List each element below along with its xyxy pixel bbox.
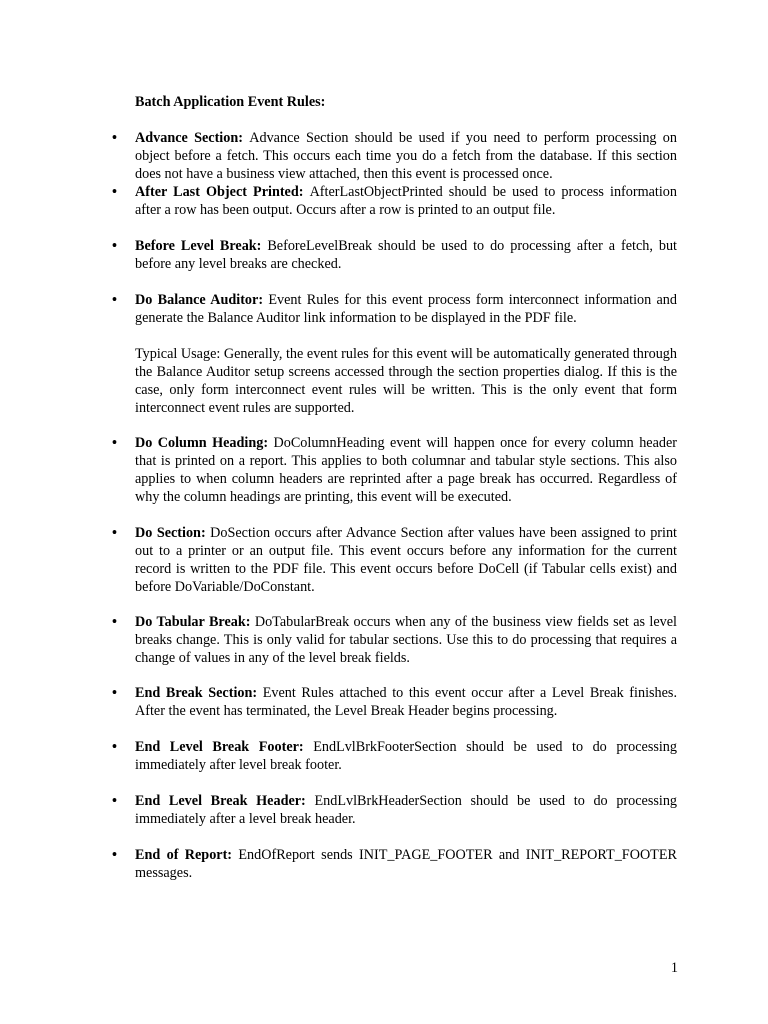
list-item-end-level-break-footer [112, 738, 677, 774]
event-description: Event Rules attached to this event occur after a Level Break finishes. After the event has terminated, the Level Break Header begins processing. [135, 685, 677, 719]
typical-usage-paragraph: Typical Usage: Generally, the event rules for this event will be automatically generated through the Balance Auditor setup screens accessed through the section properties dialog. If this is the case, only form interconnect event rules will be written. This is the only event that form interconnect event rules are supported. [135, 346, 677, 416]
event-description: Event Rules for this event process form interconnect information and generate the Balance Auditor link information to be displayed in the PDF file. [135, 292, 677, 326]
bullet-icon: • [112, 614, 117, 630]
bullet-icon: • [112, 435, 117, 451]
event-term: After Last Object Printed: [135, 184, 310, 200]
bullet-icon: • [112, 847, 117, 863]
event-description: DoTabularBreak occurs when any of the business view fields set as level breaks change. This is only valid for tabular sections. Use this to do processing that requires a change of values in any of the level break fields. [135, 614, 677, 666]
list-item-end-level-break-header [112, 792, 678, 828]
list-item-end-of-report [112, 846, 677, 882]
list-item-do-balance-auditor [112, 291, 677, 327]
document-heading: Batch Application Event Rules: [135, 94, 326, 110]
event-term: Before Level Break: [135, 238, 268, 254]
list-item-advance-section [112, 129, 677, 183]
list-item-do-section [112, 524, 677, 596]
event-description: EndOfReport sends INIT_PAGE_FOOTER and INIT_REPORT_FOOTER messages. [135, 847, 677, 881]
event-description: DoSection occurs after Advance Section after values have been assigned to print out to a printer or an output file. This event occurs before any information for the current record is written to the PDF file. This event occurs before DoCell (if Tabular cells exist) and before DoVariable/DoConstant. [135, 525, 677, 595]
event-term: End of Report: [135, 847, 239, 863]
bullet-icon: • [112, 793, 117, 809]
bullet-icon: • [112, 739, 117, 755]
bullet-icon: • [112, 238, 117, 254]
bullet-icon: • [112, 130, 117, 146]
list-item-before-level-break [112, 237, 677, 273]
list-item-do-column-heading [112, 434, 678, 506]
event-term: Do Column Heading: [135, 435, 274, 451]
bullet-icon: • [112, 685, 117, 701]
event-description: DoColumnHeading event will happen once for every column header that is printed on a report. This applies to both columnar and tabular style sections. This also applies to when column headers are reprinted after a page break has occurred. Regardless of why the column headings are printing, this event will be executed. [135, 435, 678, 505]
bullet-icon: • [112, 525, 117, 541]
list-item-do-tabular-break [112, 613, 677, 667]
list-item-after-last-object-printed [112, 183, 677, 219]
event-term: End Break Section: [135, 685, 263, 701]
page-number: 1 [670, 960, 678, 976]
event-term: Do Tabular Break: [135, 614, 255, 630]
bullet-icon: • [112, 292, 117, 308]
event-description: AfterLastObjectPrinted should be used to process information after a row has been output. Occurs after a row is printed to an output file. [135, 184, 677, 218]
event-term: End Level Break Footer: [135, 739, 314, 755]
event-description: BeforeLevelBreak should be used to do processing after a fetch, but before any level breaks are checked. [135, 238, 677, 272]
event-term: Do Section: [135, 525, 211, 541]
event-term: End Level Break Header: [135, 793, 315, 809]
event-description: Advance Section should be used if you need to perform processing on object before a fetch. This occurs each time you do a fetch from the database. If this section does not have a business view attached, then this event is processed once. [135, 130, 677, 182]
event-term: Do Balance Auditor: [135, 292, 269, 308]
event-term: Advance Section: [135, 130, 250, 146]
bullet-icon: • [112, 184, 117, 200]
event-description: EndLvlBrkHeaderSection should be used to do processing immediately after a level break header. [135, 793, 678, 827]
event-description: EndLvlBrkFooterSection should be used to do processing immediately after level break footer. [135, 739, 677, 773]
list-item-end-break-section [112, 684, 677, 720]
